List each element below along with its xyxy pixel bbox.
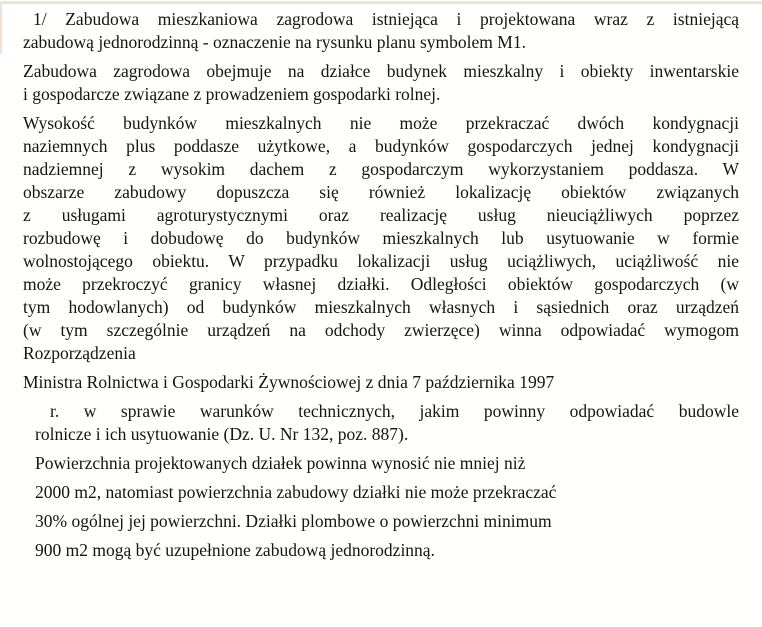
paragraph: [35, 510, 739, 533]
text-line: zabudową jednorodzinną - oznaczenie na rysunku planu symbolem M1.: [23, 32, 526, 52]
document-text: [23, 8, 739, 568]
text-line: może przekroczyć granicy własnej działki. Odległości obiektów gospodarczych (w: [23, 274, 739, 294]
text-line: z usługami agroturystycznymi oraz realizację usług nieuciążliwych poprzez: [23, 205, 739, 225]
text-line: obszarze zabudowy dopuszcza się również lokalizację obiektów związanych: [23, 182, 739, 202]
text-line: 30% ogólnej jej powierzchni. Działki plombowe o powierzchni minimum: [35, 511, 552, 531]
paragraph: [23, 112, 739, 365]
text-line: rolnicze i ich usytuowanie (Dz. U. Nr 132, poz. 887).: [35, 424, 409, 444]
text-line: Powierzchnia projektowanych działek powinna wynosić nie mniej niż: [35, 453, 526, 473]
paragraph: [35, 481, 739, 504]
paragraph: [23, 8, 739, 54]
text-line: 900 m2 mogą być uzupełnione zabudową jednorodzinną.: [35, 540, 435, 560]
text-line: rozbudowę i dobudowę do budynków mieszkalnych lub usytuowanie w formie: [23, 228, 739, 248]
scan-artifact-top-line: [0, 1, 762, 4]
paragraph: [23, 371, 739, 394]
text-line: i gospodarcze związane z prowadzeniem gospodarki rolnej.: [23, 84, 441, 104]
paragraph: [23, 60, 739, 106]
paragraph: [35, 400, 739, 446]
text-line: Ministra Rolnictwa i Gospodarki Żywnościowej z dnia 7 października 1997: [23, 372, 555, 392]
text-line: 1/ Zabudowa mieszkaniowa zagrodowa istniejąca i projektowana wraz z istniejącą: [33, 9, 739, 29]
text-line: Wysokość budynków mieszkalnych nie może przekraczać dwóch kondygnacji: [23, 113, 739, 133]
text-line: naziemnych plus poddasze użytkowe, a budynków gospodarczych jednej kondygnacji: [23, 136, 739, 156]
text-line: r. w sprawie warunków technicznych, jakim powinny odpowiadać budowle: [50, 401, 739, 421]
text-line: Zabudowa zagrodowa obejmuje na działce budynek mieszkalny i obiekty inwentarskie: [23, 61, 739, 81]
text-line: Rozporządzenia: [23, 343, 136, 363]
paragraph: [35, 452, 739, 475]
text-line: (w tym szczególnie urządzeń na odchody zwierzęce) winna odpowiadać wymogom: [23, 320, 739, 340]
scan-artifact-left-strip: [0, 4, 2, 54]
text-line: nadziemnej z wysokim dachem z gospodarczym wykorzystaniem poddasza. W: [23, 159, 739, 179]
text-line: 2000 m2, natomiast powierzchnia zabudowy działki nie może przekraczać: [35, 482, 557, 502]
text-line: tym hodowlanych) od budynków mieszkalnych własnych i sąsiednich oraz urządzeń: [23, 297, 739, 317]
text-line: wolnostojącego obiektu. W przypadku lokalizacji usług uciążliwych, uciążliwość nie: [23, 251, 739, 271]
paragraph: [35, 539, 739, 562]
